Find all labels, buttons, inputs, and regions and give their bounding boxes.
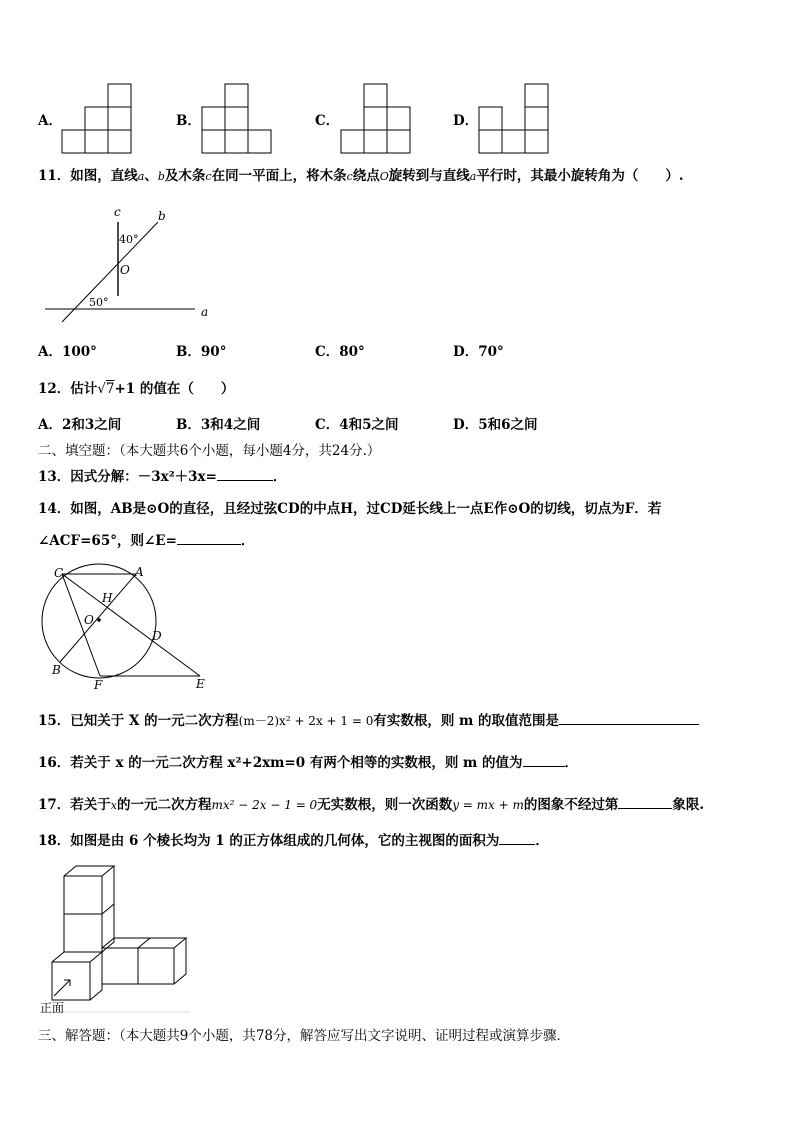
q16: 16．若关于 x 的一元二次方程 x²+2xm=0 有两个相等的实数根，则 m 的值为 ． bbox=[38, 755, 579, 771]
q18-cube-figure bbox=[40, 862, 190, 1017]
label-b: b bbox=[158, 209, 166, 223]
q12-option-b: B．3和4之间 bbox=[176, 417, 261, 433]
block-figure-b bbox=[200, 84, 280, 154]
q11-figure bbox=[40, 204, 220, 324]
label-O: O bbox=[84, 613, 94, 627]
q11-option-a: A．100° bbox=[38, 344, 97, 360]
q17: 17．若关于x的一元二次方程mx² − 2x − 1 = 0无实数根，则一次函数y = mx + m的图象不经过第 象限. bbox=[38, 797, 705, 813]
q18: 18．如图是由 6 个棱长均为 1 的正方体组成的几何体，它的主视图的面积为 ． bbox=[38, 833, 549, 849]
label-o: O bbox=[120, 263, 130, 277]
label-a: a bbox=[201, 305, 209, 319]
label-H: H bbox=[102, 591, 113, 605]
q11-option-c: C．80° bbox=[315, 344, 365, 360]
block-figure-d bbox=[477, 84, 557, 154]
option-c-label: C． bbox=[315, 113, 340, 129]
section-2-heading: 二、填空题：（本大题共6个小题，每小题4分，共24分.） bbox=[38, 443, 381, 459]
q14-line2: ∠ACF=65°，则∠E= ． bbox=[38, 533, 255, 549]
answer-blank bbox=[523, 754, 565, 767]
option-b-label: B． bbox=[176, 113, 201, 129]
label-F: F bbox=[94, 678, 103, 692]
block-figure-a bbox=[60, 84, 140, 154]
option-a-label: A． bbox=[38, 113, 62, 129]
q12-option-a: A．2和3之间 bbox=[38, 417, 122, 433]
q13: 13．因式分解：－3x²＋3x= ． bbox=[38, 469, 287, 485]
label-B: B bbox=[52, 663, 61, 677]
angle-40: 40° bbox=[119, 233, 139, 246]
label-c: c bbox=[114, 205, 121, 219]
q11-stem: 11．如图，直线a、b及木条c在同一平面上，将木条c绕点O旋转到与直线a平行时，其最小旋转角为（ ）. bbox=[38, 168, 684, 184]
label-E: E bbox=[196, 677, 205, 691]
answer-blank bbox=[559, 712, 699, 725]
q11-option-d: D．70° bbox=[453, 344, 504, 360]
section-3-heading: 三、解答题：（本大题共9个小题，共78分，解答应写出文字说明、证明过程或演算步骤． bbox=[38, 1028, 571, 1044]
answer-blank bbox=[499, 832, 535, 845]
option-d-label: D． bbox=[453, 113, 479, 129]
block-figure-c bbox=[339, 84, 419, 154]
q15: 15．已知关于 X 的一元二次方程(m－2)x² + 2x + 1 = 0有实数根，则 m 的取值范围是 bbox=[38, 712, 699, 730]
q14-circle-figure bbox=[40, 562, 220, 692]
angle-50: 50° bbox=[89, 296, 109, 309]
q11-option-b: B．90° bbox=[176, 344, 227, 360]
q14-line1: 14．如图，AB是⊙O的直径，且经过弦CD的中点H，过CD延长线上一点E作⊙O的切线，切点为F．若 bbox=[38, 501, 662, 517]
front-label: 正面 bbox=[40, 1001, 65, 1015]
q12-option-d: D．5和6之间 bbox=[453, 417, 538, 433]
answer-blank bbox=[217, 468, 273, 481]
label-D: D bbox=[152, 629, 162, 643]
q12-stem: 12．估计√7+1 的值在（ ） bbox=[38, 381, 235, 397]
label-A: A bbox=[135, 565, 144, 579]
answer-blank bbox=[177, 532, 241, 545]
label-C: C bbox=[54, 566, 64, 580]
q12-option-c: C．4和5之间 bbox=[315, 417, 399, 433]
answer-blank bbox=[618, 796, 672, 809]
